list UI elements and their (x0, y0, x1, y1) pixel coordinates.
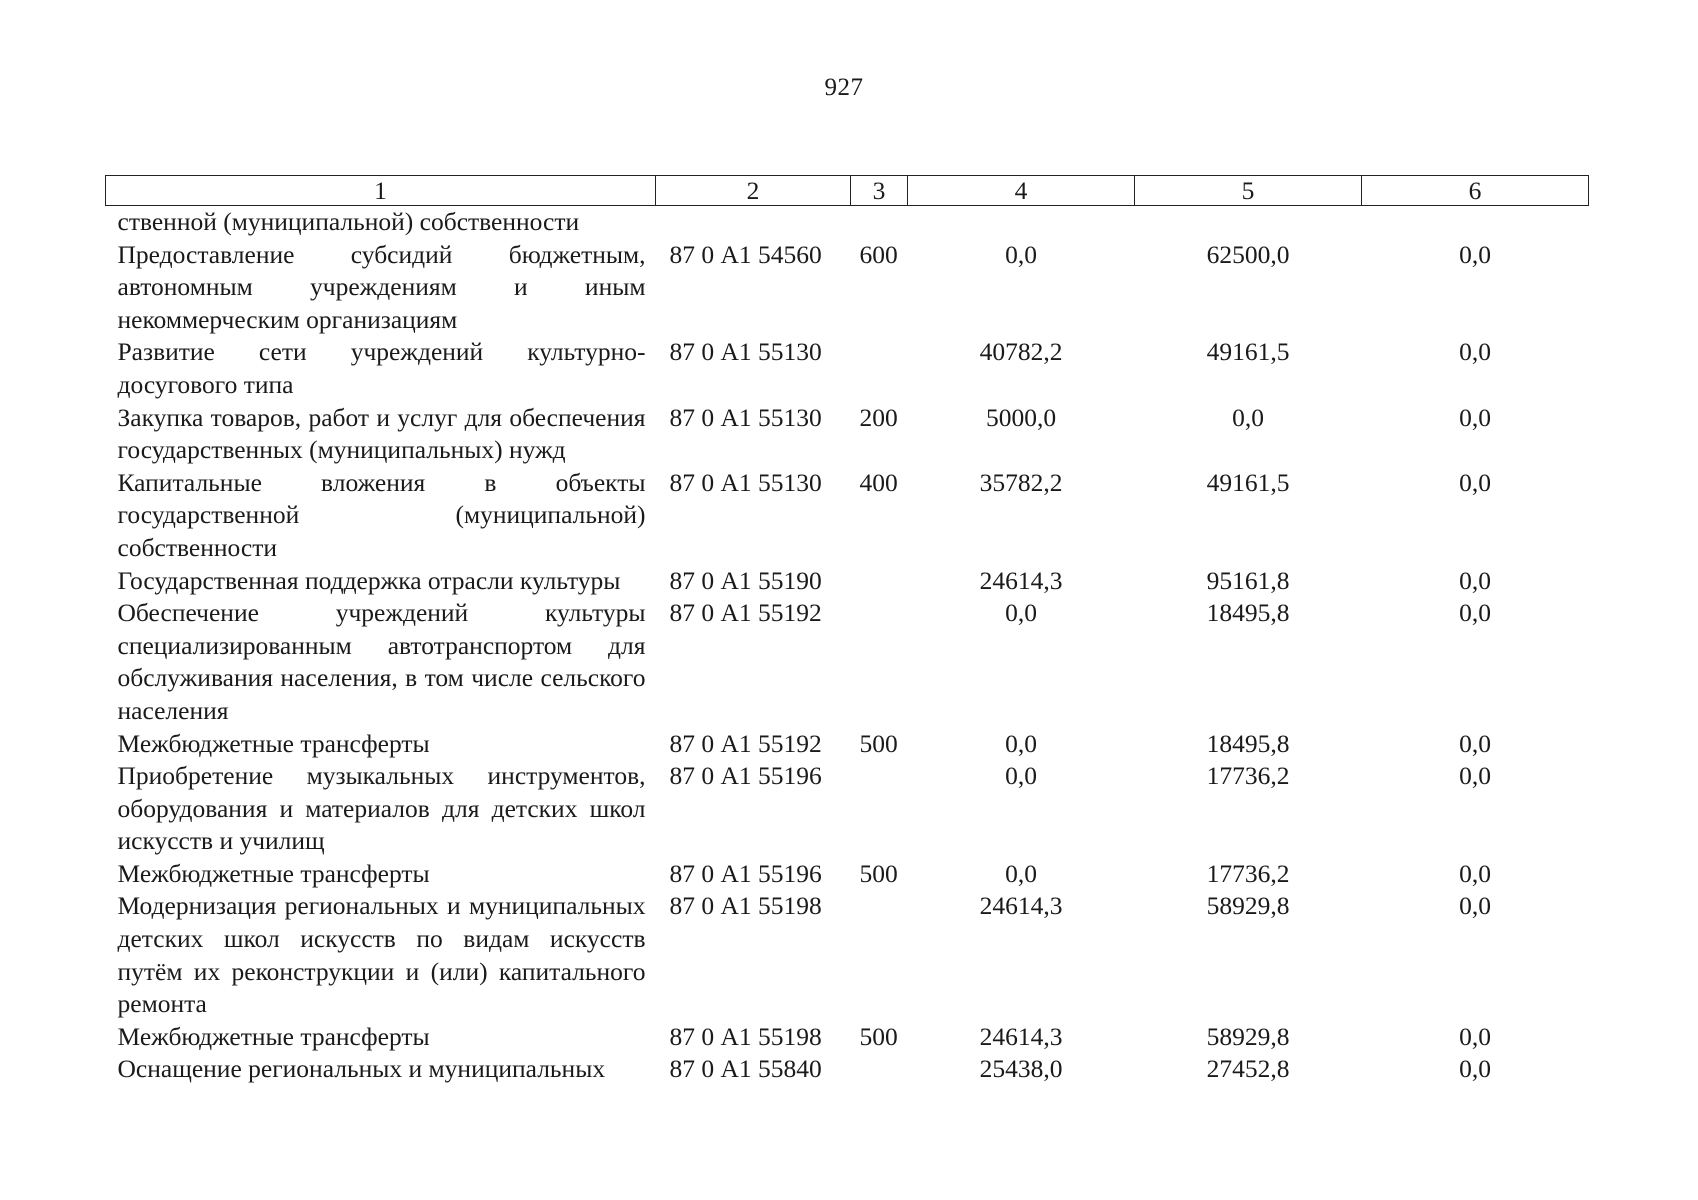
row-value-col5-cell: 18495,8 (1206, 728, 1290, 758)
row-value-col5-cell: 17736,2 (1206, 858, 1290, 888)
row-value-col4-cell: 0,0 (1005, 598, 1037, 628)
row-expense-type-cell: 500 (859, 728, 898, 758)
row-name-cell: Межбюджетные трансферты (117, 858, 430, 888)
table-row (106, 728, 1589, 761)
row-name-cell: Государственная поддержка отрасли культуры (117, 565, 621, 595)
row-value-col6-cell: 0,0 (1459, 402, 1491, 432)
row-code-cell: 87 0 А1 55198 (669, 891, 822, 921)
header-col-5: 5 (1135, 176, 1362, 206)
header-col-4: 4 (908, 176, 1135, 206)
row-name-cell: Приобретение музыкальных инструментов, оборудования и материалов для детских школ искусств и училищ (117, 761, 646, 856)
header-col-6: 6 (1362, 176, 1589, 206)
header-col-3: 3 (851, 176, 908, 206)
row-value-col5-cell: 95161,8 (1206, 565, 1290, 595)
row-expense-type-cell (851, 565, 908, 598)
row-value-col6-cell (1362, 206, 1589, 239)
row-value-col4-cell: 5000,0 (985, 402, 1057, 432)
row-name-cell: Закупка товаров, работ и услуг для обеспечения государственных (муниципальных) нужд (117, 402, 646, 465)
table-row (106, 858, 1589, 891)
row-name-cell: Межбюджетные трансферты (117, 728, 430, 758)
row-value-col5-cell: 49161,5 (1206, 467, 1290, 497)
row-code-cell: 87 0 А1 55190 (669, 565, 822, 595)
row-name-cell: Обеспечение учреждений культуры специализированным автотранспортом для обслуживания населения, в том числе сельского населения (117, 598, 646, 725)
row-expense-type-cell (851, 1053, 908, 1086)
table-row (106, 565, 1589, 598)
row-value-col6-cell: 0,0 (1459, 1054, 1491, 1084)
table-row (106, 890, 1589, 1020)
row-value-col5-cell: 17736,2 (1206, 761, 1290, 791)
row-expense-type-cell (851, 206, 908, 239)
row-value-col5-cell: 49161,5 (1206, 337, 1290, 367)
row-code-cell: 87 0 А1 54560 (669, 239, 822, 269)
row-expense-type-cell: 500 (859, 858, 898, 888)
row-name-cell: ственной (муниципальной) собственности (117, 207, 580, 236)
table-row (106, 206, 1589, 239)
row-value-col6-cell: 0,0 (1459, 565, 1491, 595)
row-name-cell: Межбюджетные трансферты (117, 1021, 430, 1051)
row-code-cell: 87 0 А1 55130 (669, 337, 822, 367)
row-expense-type-cell: 500 (859, 1021, 898, 1051)
row-expense-type-cell (851, 597, 908, 727)
row-expense-type-cell (851, 890, 908, 1020)
row-value-col4-cell: 0,0 (1005, 728, 1037, 758)
row-value-col6-cell: 0,0 (1459, 239, 1491, 269)
table-row (106, 597, 1589, 727)
row-value-col6-cell: 0,0 (1459, 467, 1491, 497)
budget-table (105, 175, 1589, 1086)
row-value-col4-cell: 25438,0 (979, 1054, 1063, 1084)
row-expense-type-cell: 400 (859, 467, 898, 497)
row-value-col5-cell: 62500,0 (1206, 239, 1290, 269)
row-value-col5-cell: 0,0 (1232, 402, 1264, 432)
row-name-cell: Предоставление субсидий бюджетным, автономным учреждениям и иным некоммерческим организациям (117, 239, 646, 334)
header-row (106, 176, 1589, 206)
row-value-col5-cell: 58929,8 (1206, 1021, 1290, 1051)
row-value-col4-cell: 0,0 (1005, 761, 1037, 791)
table-body (106, 206, 1589, 1087)
row-expense-type-cell (851, 336, 908, 401)
row-code-cell: 87 0 А1 55192 (669, 728, 822, 758)
row-code-cell (656, 206, 851, 239)
row-value-col6-cell: 0,0 (1459, 858, 1491, 888)
row-value-col5-cell: 58929,8 (1206, 891, 1290, 921)
row-expense-type-cell (851, 760, 908, 858)
row-value-col6-cell: 0,0 (1459, 337, 1491, 367)
row-code-cell: 87 0 А1 55196 (669, 858, 822, 888)
table-row (106, 402, 1589, 467)
row-code-cell: 87 0 А1 55196 (669, 761, 822, 791)
row-name-cell: Оснащение региональных и муниципальных (117, 1054, 606, 1084)
row-value-col6-cell: 0,0 (1459, 891, 1491, 921)
row-code-cell: 87 0 А1 55192 (669, 598, 822, 628)
row-value-col4-cell: 24614,3 (979, 565, 1063, 595)
row-expense-type-cell: 600 (859, 239, 898, 269)
row-value-col5-cell (1135, 206, 1362, 239)
header-col-2: 2 (656, 176, 851, 206)
row-value-col4-cell (908, 206, 1135, 239)
table-row (106, 1053, 1589, 1086)
table-row (106, 239, 1589, 337)
row-value-col5-cell: 27452,8 (1206, 1054, 1290, 1084)
table-row (106, 1021, 1589, 1054)
table-row (106, 467, 1589, 565)
header-col-1: 1 (106, 176, 656, 206)
row-value-col6-cell: 0,0 (1459, 761, 1491, 791)
row-expense-type-cell: 200 (859, 402, 898, 432)
row-value-col4-cell: 35782,2 (979, 467, 1063, 497)
row-code-cell: 87 0 А1 55130 (669, 467, 822, 497)
row-value-col4-cell: 0,0 (1005, 239, 1037, 269)
row-code-cell: 87 0 А1 55198 (669, 1021, 822, 1051)
row-value-col4-cell: 0,0 (1005, 858, 1037, 888)
row-code-cell: 87 0 А1 55840 (669, 1054, 822, 1084)
row-value-col6-cell: 0,0 (1459, 1021, 1491, 1051)
row-value-col5-cell: 18495,8 (1206, 598, 1290, 628)
table-row (106, 336, 1589, 401)
row-value-col6-cell: 0,0 (1459, 728, 1491, 758)
row-code-cell: 87 0 А1 55130 (669, 402, 822, 432)
row-name-cell: Капитальные вложения в объекты государственной (муниципальной) собственности (117, 467, 646, 562)
row-name-cell: Модернизация региональных и муниципальных детских школ искусств по видам искусств путём их реконструкции и (или) капитального ремонта (117, 891, 646, 1019)
table-row (106, 760, 1589, 858)
row-value-col6-cell: 0,0 (1459, 598, 1491, 628)
row-value-col4-cell: 24614,3 (979, 1021, 1063, 1051)
row-value-col4-cell: 40782,2 (979, 337, 1063, 367)
page-number: 927 (824, 74, 864, 101)
row-value-col4-cell: 24614,3 (979, 891, 1063, 921)
table-header (106, 176, 1589, 206)
row-name-cell: Развитие сети учреждений культурно-досугового типа (117, 337, 646, 399)
